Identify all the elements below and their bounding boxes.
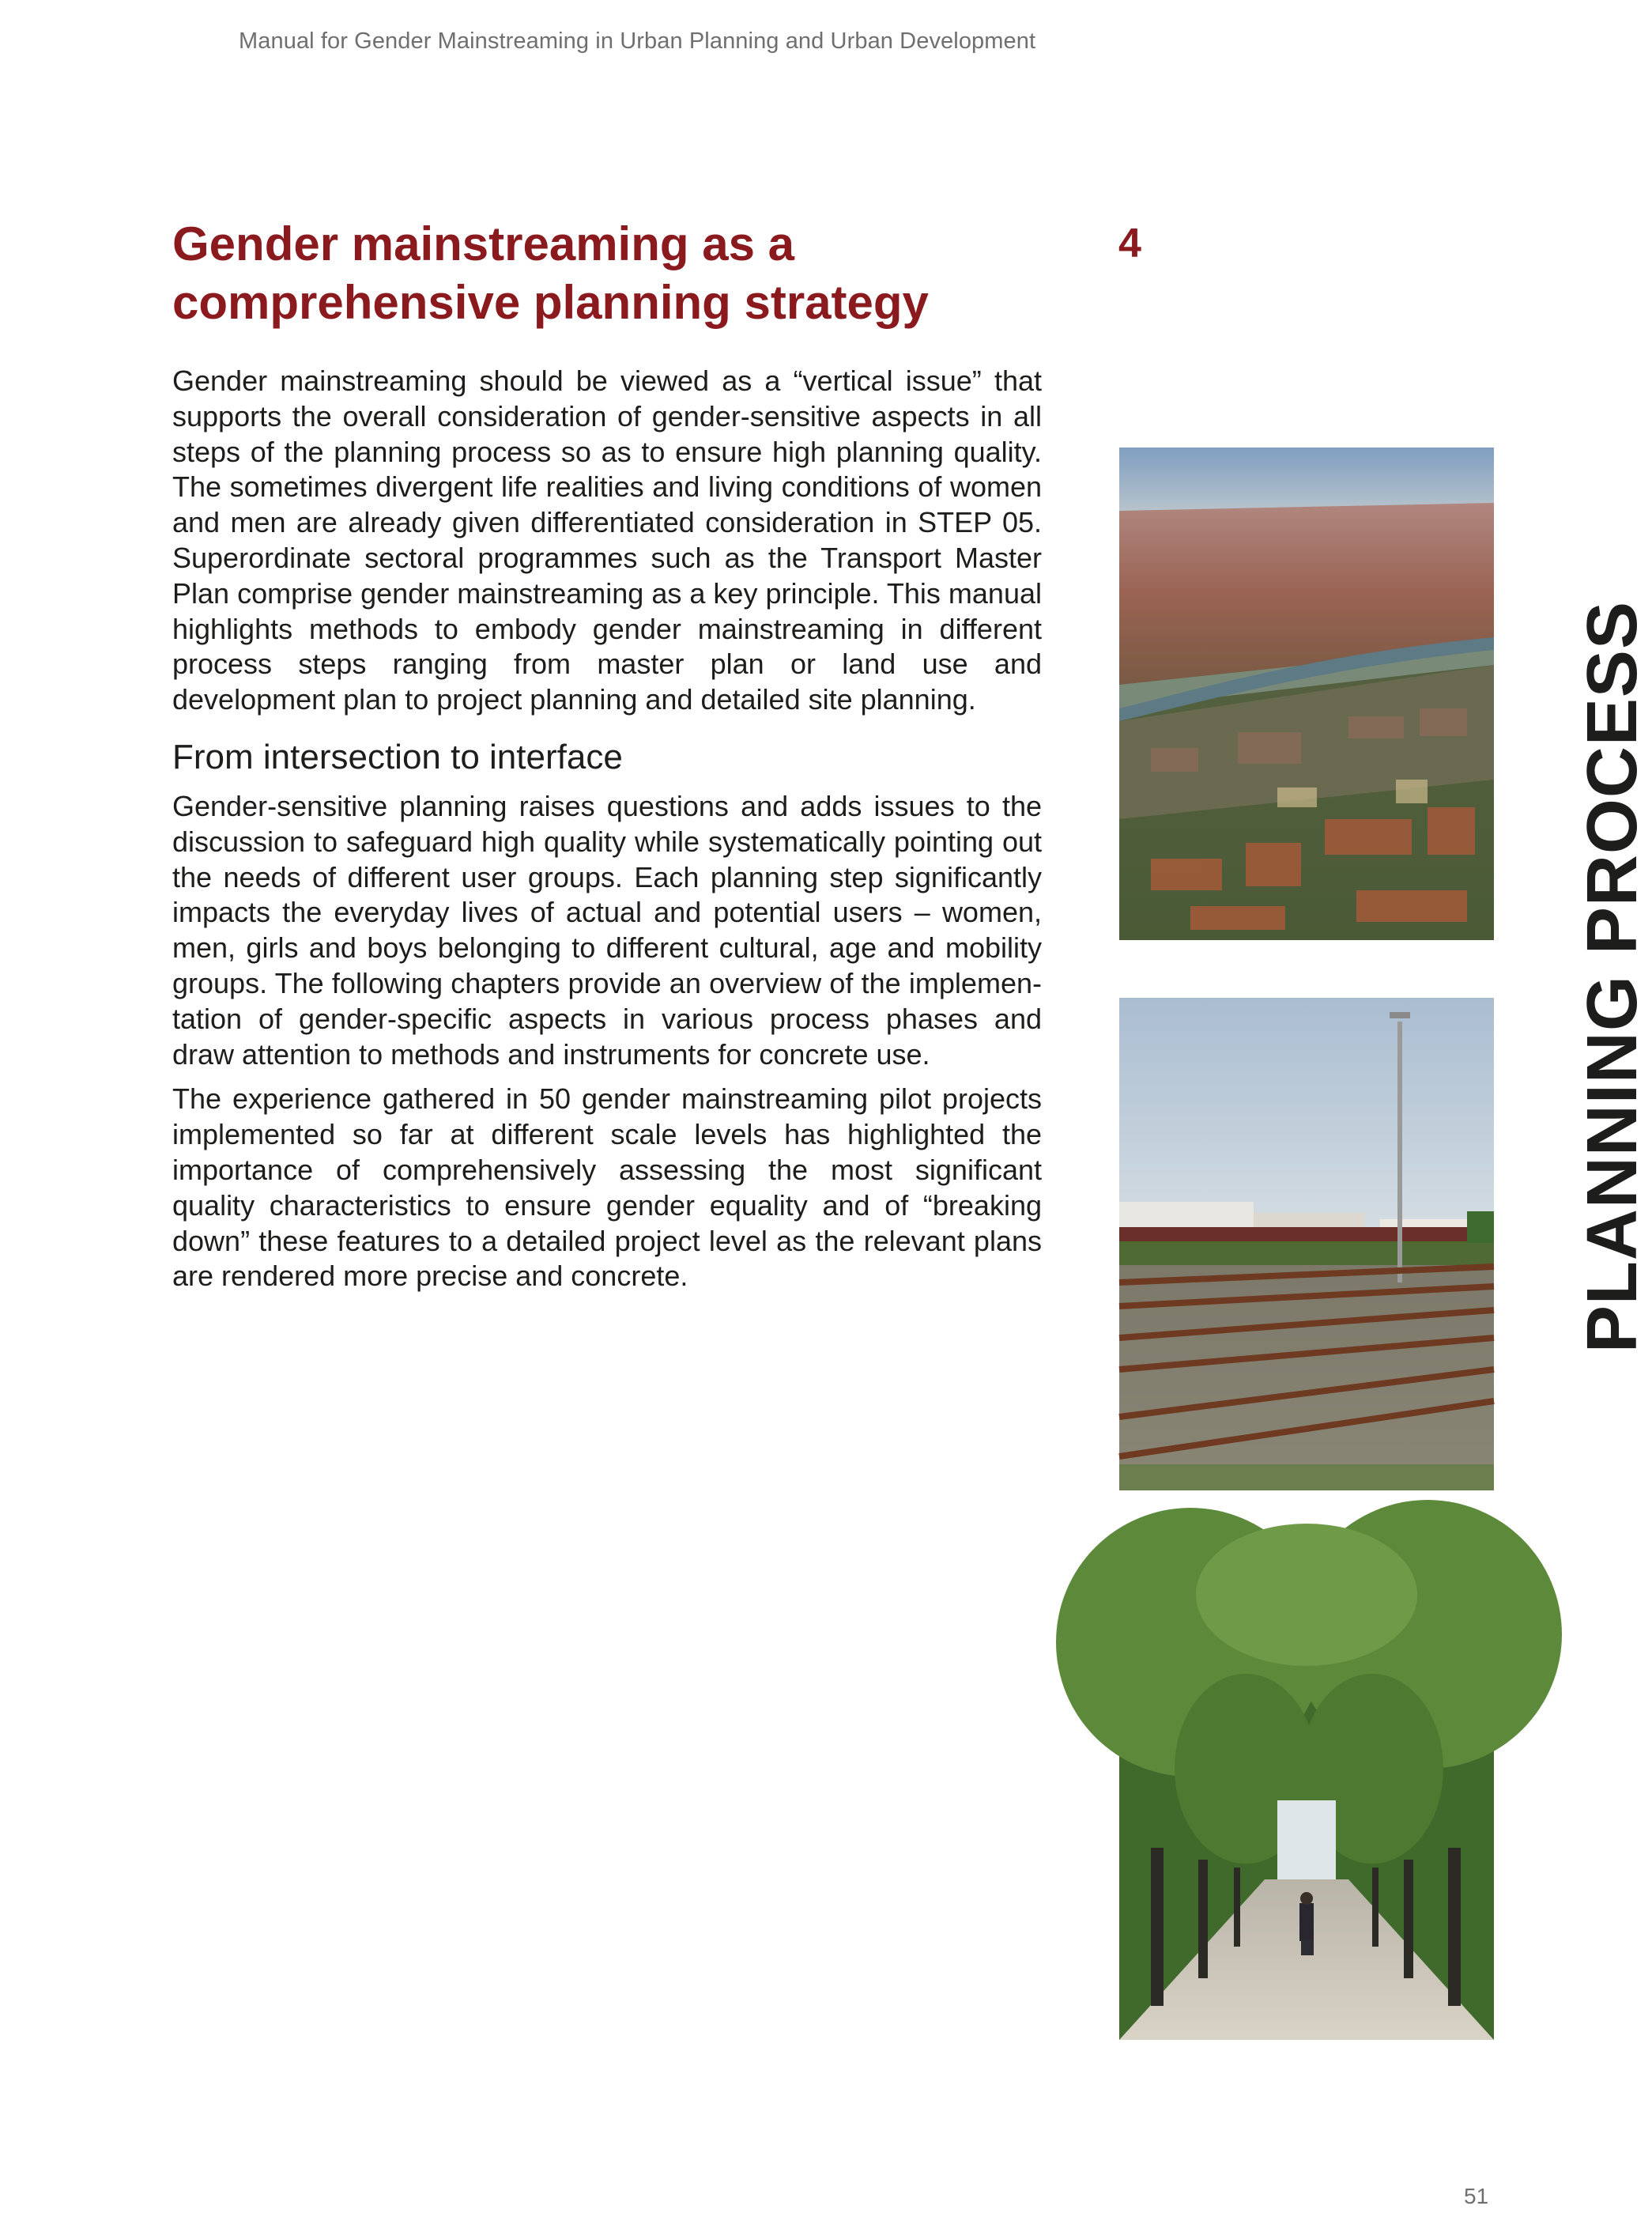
body-paragraph: The experience gathered in 50 gender mainstreaming pilot projects implemented so far at different scale levels has highlighted the importance of comprehensively assessing the most significant quality characteristics to ensure gender equality and of “breaking down” these features to a detailed project level as the relevant plans are rendered more precise and concrete.: [172, 1082, 1042, 1293]
tree-alley-photo: [1119, 1547, 1494, 2040]
railway-tracks-photo: [1119, 998, 1494, 1490]
section-subheading: From intersection to interface: [172, 737, 623, 776]
section-tab-label: PLANNING PROCESS: [1573, 601, 1652, 1354]
body-text: [172, 364, 1042, 1304]
chapter-number: 4: [1118, 221, 1141, 266]
running-header: Manual for Gender Mainstreaming in Urban Planning and Urban Development: [239, 28, 1036, 54]
body-paragraph: Gender-sensitive planning raises questions and adds issues to the discussion to safeguard high quality while systematically pointing out the needs of different user groups. Each planning step significantly impacts the everyday lives of actual and potential users – women, men, girls and boys belonging to different cultural, age and mobility groups. The following chapters provide an overview of the implementation of gender-specific aspects in various process phases and draw attention to methods and instruments for concrete use.: [172, 789, 1042, 1071]
intro-paragraph: Gender mainstreaming should be viewed as a “vertical issue” that supports the overall consideration of gender-sensitive aspects in all steps of the planning process so as to ensure high planning quality. The sometimes divergent life realities and living conditions of women and men are already given differentiated consideration in STEP 05. Superordinate sectoral programmes such as the Transport Master Plan comprise gender mainstreaming as a key principle. This manual highlights methods to embody gender mainstreaming in different process steps ranging from master plan or land use and development plan to project planning and detailed site planning.: [172, 364, 1042, 716]
page-number: 51: [1464, 2184, 1489, 2208]
aerial-city-photo: [1119, 448, 1494, 940]
chapter-title: Gender mainstreaming as a comprehensive planning strategy: [172, 217, 929, 329]
